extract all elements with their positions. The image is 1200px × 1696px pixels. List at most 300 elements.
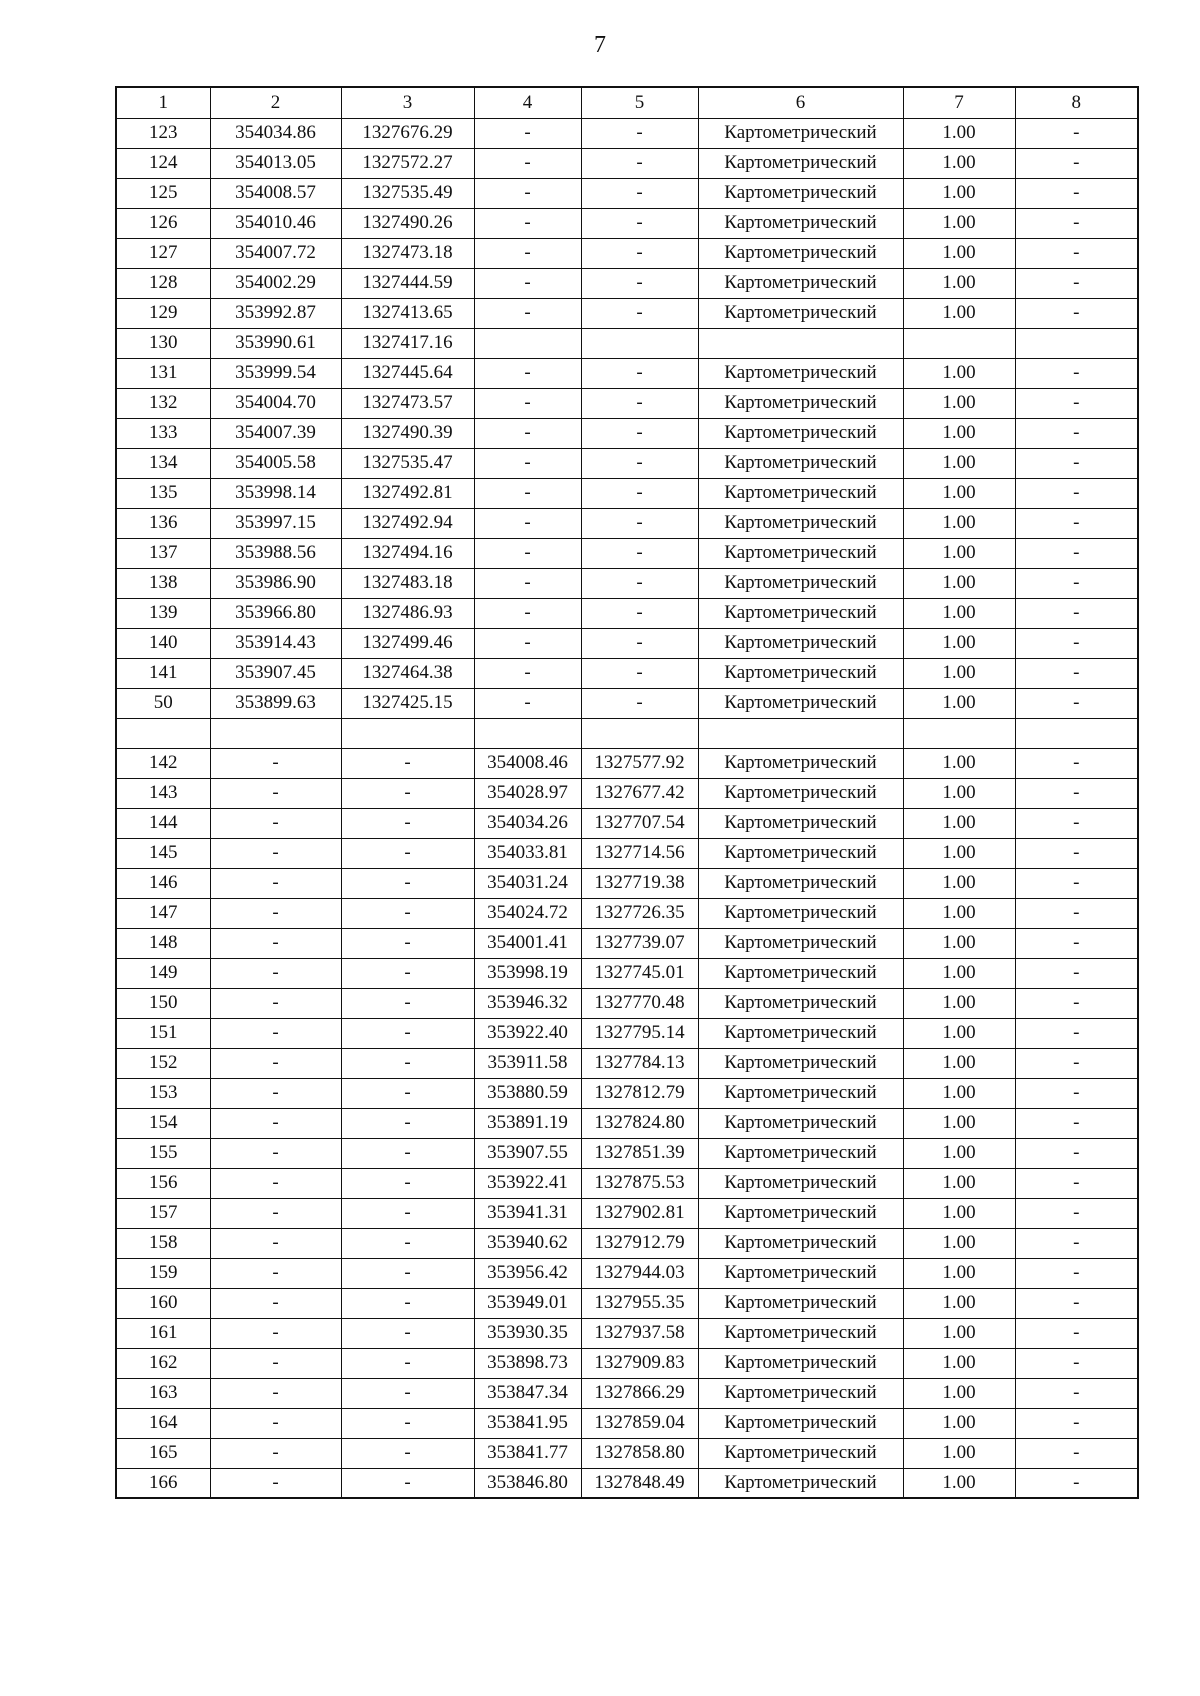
cell-point-number: 137	[116, 538, 210, 568]
cell-x-coord: -	[210, 1078, 341, 1108]
cell-point-number: 150	[116, 988, 210, 1018]
cell-method: Картометрический	[698, 598, 903, 628]
cell-x-coord-new: -	[474, 388, 581, 418]
cell-y-coord-new: 1327875.53	[581, 1168, 698, 1198]
table-row	[116, 208, 1138, 238]
table-row	[116, 868, 1138, 898]
cell-point-number: 136	[116, 508, 210, 538]
cell-y-coord-new: -	[581, 388, 698, 418]
cell-x-coord-new: 353949.01	[474, 1288, 581, 1318]
cell-y-coord: -	[341, 838, 474, 868]
cell-description: -	[1015, 748, 1138, 778]
cell-x-coord-new: -	[474, 178, 581, 208]
cell-y-coord: -	[341, 778, 474, 808]
cell-description: -	[1015, 808, 1138, 838]
cell-method: Картометрический	[698, 268, 903, 298]
cell-y-coord: -	[341, 1318, 474, 1348]
header-cell-8: 8	[1015, 87, 1138, 118]
cell-description: -	[1015, 478, 1138, 508]
cell-accuracy: 1.00	[903, 1078, 1015, 1108]
cell-description: -	[1015, 958, 1138, 988]
cell-y-coord-new: -	[581, 688, 698, 718]
cell-accuracy	[903, 718, 1015, 748]
cell-y-coord-new: 1327770.48	[581, 988, 698, 1018]
cell-accuracy: 1.00	[903, 1408, 1015, 1438]
cell-method: Картометрический	[698, 628, 903, 658]
cell-x-coord: 353999.54	[210, 358, 341, 388]
cell-y-coord: -	[341, 1378, 474, 1408]
cell-x-coord-new: -	[474, 418, 581, 448]
cell-y-coord-new: -	[581, 448, 698, 478]
cell-point-number: 165	[116, 1438, 210, 1468]
cell-accuracy: 1.00	[903, 268, 1015, 298]
cell-x-coord: 354007.72	[210, 238, 341, 268]
cell-point-number: 142	[116, 748, 210, 778]
cell-y-coord: 1327490.26	[341, 208, 474, 238]
cell-method: Картометрический	[698, 1348, 903, 1378]
cell-method: Картометрический	[698, 148, 903, 178]
cell-point-number: 133	[116, 418, 210, 448]
cell-y-coord: 1327572.27	[341, 148, 474, 178]
table-row	[116, 898, 1138, 928]
cell-x-coord-new: -	[474, 478, 581, 508]
cell-point-number: 130	[116, 328, 210, 358]
cell-x-coord-new: 353907.55	[474, 1138, 581, 1168]
cell-y-coord: -	[341, 1288, 474, 1318]
cell-x-coord: -	[210, 1168, 341, 1198]
cell-x-coord-new	[474, 328, 581, 358]
cell-y-coord: 1327413.65	[341, 298, 474, 328]
cell-y-coord: -	[341, 898, 474, 928]
cell-point-number: 124	[116, 148, 210, 178]
table-row	[116, 1018, 1138, 1048]
cell-method: Картометрический	[698, 1408, 903, 1438]
cell-x-coord: -	[210, 1408, 341, 1438]
cell-y-coord-new: -	[581, 178, 698, 208]
header-cell-6: 6	[698, 87, 903, 118]
table-row	[116, 808, 1138, 838]
table-row	[116, 178, 1138, 208]
cell-point-number: 157	[116, 1198, 210, 1228]
cell-x-coord-new: 354024.72	[474, 898, 581, 928]
cell-x-coord: -	[210, 1468, 341, 1498]
cell-point-number: 128	[116, 268, 210, 298]
cell-x-coord: -	[210, 1318, 341, 1348]
cell-description: -	[1015, 1378, 1138, 1408]
cell-point-number: 149	[116, 958, 210, 988]
cell-y-coord: 1327473.57	[341, 388, 474, 418]
cell-point-number: 164	[116, 1408, 210, 1438]
cell-y-coord: 1327445.64	[341, 358, 474, 388]
cell-point-number: 144	[116, 808, 210, 838]
cell-y-coord-new: -	[581, 628, 698, 658]
table-row	[116, 238, 1138, 268]
cell-description: -	[1015, 1198, 1138, 1228]
cell-description: -	[1015, 1168, 1138, 1198]
cell-point-number: 141	[116, 658, 210, 688]
cell-method: Картометрический	[698, 538, 903, 568]
cell-y-coord-new: -	[581, 118, 698, 148]
cell-accuracy: 1.00	[903, 388, 1015, 418]
cell-description: -	[1015, 1048, 1138, 1078]
cell-method: Картометрический	[698, 1078, 903, 1108]
cell-accuracy: 1.00	[903, 598, 1015, 628]
cell-method: Картометрический	[698, 688, 903, 718]
cell-y-coord-new: -	[581, 148, 698, 178]
cell-x-coord: 353966.80	[210, 598, 341, 628]
table-row	[116, 118, 1138, 148]
table-row	[116, 1348, 1138, 1378]
cell-y-coord: 1327490.39	[341, 418, 474, 448]
cell-x-coord-new: 354008.46	[474, 748, 581, 778]
cell-x-coord-new: -	[474, 598, 581, 628]
cell-description: -	[1015, 1018, 1138, 1048]
cell-point-number: 123	[116, 118, 210, 148]
cell-point-number: 151	[116, 1018, 210, 1048]
cell-method: Картометрический	[698, 898, 903, 928]
table-row	[116, 718, 1138, 748]
cell-method: Картометрический	[698, 928, 903, 958]
cell-x-coord: -	[210, 1138, 341, 1168]
table-row	[116, 1468, 1138, 1498]
cell-description: -	[1015, 1438, 1138, 1468]
cell-description: -	[1015, 898, 1138, 928]
cell-y-coord: 1327473.18	[341, 238, 474, 268]
cell-accuracy: 1.00	[903, 1348, 1015, 1378]
cell-y-coord-new: -	[581, 268, 698, 298]
cell-x-coord: -	[210, 748, 341, 778]
cell-y-coord: -	[341, 1198, 474, 1228]
cell-method: Картометрический	[698, 988, 903, 1018]
cell-accuracy: 1.00	[903, 658, 1015, 688]
table-row	[116, 958, 1138, 988]
cell-x-coord: 353990.61	[210, 328, 341, 358]
cell-y-coord-new: 1327812.79	[581, 1078, 698, 1108]
table-row	[116, 148, 1138, 178]
cell-point-number	[116, 718, 210, 748]
cell-y-coord: 1327444.59	[341, 268, 474, 298]
cell-description: -	[1015, 628, 1138, 658]
cell-x-coord: -	[210, 808, 341, 838]
cell-accuracy: 1.00	[903, 628, 1015, 658]
cell-accuracy: 1.00	[903, 178, 1015, 208]
cell-method: Картометрический	[698, 388, 903, 418]
cell-point-number: 143	[116, 778, 210, 808]
cell-point-number: 152	[116, 1048, 210, 1078]
cell-x-coord-new: 354028.97	[474, 778, 581, 808]
cell-y-coord: -	[341, 1138, 474, 1168]
cell-accuracy: 1.00	[903, 958, 1015, 988]
cell-point-number: 127	[116, 238, 210, 268]
cell-description: -	[1015, 538, 1138, 568]
header-cell-1: 1	[116, 87, 210, 118]
cell-method: Картометрический	[698, 868, 903, 898]
cell-method: Картометрический	[698, 298, 903, 328]
cell-accuracy: 1.00	[903, 1198, 1015, 1228]
cell-method: Картометрический	[698, 1378, 903, 1408]
table-row	[116, 1198, 1138, 1228]
cell-x-coord-new: 353956.42	[474, 1258, 581, 1288]
cell-point-number: 138	[116, 568, 210, 598]
cell-y-coord: 1327417.16	[341, 328, 474, 358]
cell-x-coord: -	[210, 1198, 341, 1228]
cell-point-number: 146	[116, 868, 210, 898]
cell-description: -	[1015, 1288, 1138, 1318]
cell-y-coord: -	[341, 748, 474, 778]
cell-method: Картометрический	[698, 778, 903, 808]
cell-x-coord: 354002.29	[210, 268, 341, 298]
cell-y-coord-new: 1327955.35	[581, 1288, 698, 1318]
cell-description: -	[1015, 298, 1138, 328]
cell-description: -	[1015, 388, 1138, 418]
table-row	[116, 928, 1138, 958]
cell-accuracy: 1.00	[903, 1228, 1015, 1258]
cell-point-number: 166	[116, 1468, 210, 1498]
cell-y-coord-new: 1327719.38	[581, 868, 698, 898]
cell-point-number: 158	[116, 1228, 210, 1258]
cell-accuracy: 1.00	[903, 1108, 1015, 1138]
cell-x-coord: 353988.56	[210, 538, 341, 568]
cell-point-number: 148	[116, 928, 210, 958]
cell-accuracy: 1.00	[903, 1468, 1015, 1498]
cell-x-coord-new: -	[474, 268, 581, 298]
table-row	[116, 658, 1138, 688]
cell-description: -	[1015, 658, 1138, 688]
cell-description: -	[1015, 1348, 1138, 1378]
cell-method: Картометрический	[698, 208, 903, 238]
cell-method: Картометрический	[698, 748, 903, 778]
cell-x-coord: 354010.46	[210, 208, 341, 238]
cell-y-coord-new: -	[581, 538, 698, 568]
cell-y-coord: 1327425.15	[341, 688, 474, 718]
cell-method: Картометрический	[698, 1138, 903, 1168]
cell-y-coord-new: 1327824.80	[581, 1108, 698, 1138]
table-row	[116, 688, 1138, 718]
cell-accuracy: 1.00	[903, 868, 1015, 898]
table-row	[116, 988, 1138, 1018]
cell-accuracy: 1.00	[903, 568, 1015, 598]
cell-accuracy: 1.00	[903, 988, 1015, 1018]
cell-description: -	[1015, 838, 1138, 868]
cell-method: Картометрический	[698, 118, 903, 148]
cell-method: Картометрический	[698, 418, 903, 448]
cell-x-coord-new: 353880.59	[474, 1078, 581, 1108]
cell-x-coord: 354004.70	[210, 388, 341, 418]
table-row	[116, 1048, 1138, 1078]
table-row	[116, 388, 1138, 418]
cell-y-coord-new: 1327795.14	[581, 1018, 698, 1048]
cell-y-coord: 1327492.94	[341, 508, 474, 538]
cell-x-coord-new: 354001.41	[474, 928, 581, 958]
cell-point-number: 155	[116, 1138, 210, 1168]
cell-y-coord-new: 1327858.80	[581, 1438, 698, 1468]
cell-method: Картометрический	[698, 1018, 903, 1048]
cell-x-coord: -	[210, 988, 341, 1018]
cell-description: -	[1015, 508, 1138, 538]
header-cell-7: 7	[903, 87, 1015, 118]
cell-method	[698, 328, 903, 358]
cell-x-coord: -	[210, 1378, 341, 1408]
cell-x-coord-new: 354031.24	[474, 868, 581, 898]
cell-point-number: 139	[116, 598, 210, 628]
cell-y-coord: 1327486.93	[341, 598, 474, 628]
table-row	[116, 1108, 1138, 1138]
cell-method: Картометрический	[698, 1228, 903, 1258]
cell-description	[1015, 328, 1138, 358]
cell-accuracy: 1.00	[903, 358, 1015, 388]
header-cell-2: 2	[210, 87, 341, 118]
cell-description: -	[1015, 778, 1138, 808]
cell-x-coord: 354013.05	[210, 148, 341, 178]
cell-accuracy: 1.00	[903, 1168, 1015, 1198]
cell-y-coord: -	[341, 988, 474, 1018]
cell-method: Картометрический	[698, 838, 903, 868]
table-row	[116, 358, 1138, 388]
cell-x-coord-new: -	[474, 658, 581, 688]
cell-point-number: 153	[116, 1078, 210, 1108]
cell-accuracy: 1.00	[903, 778, 1015, 808]
cell-x-coord-new: -	[474, 238, 581, 268]
cell-accuracy	[903, 328, 1015, 358]
cell-description: -	[1015, 928, 1138, 958]
cell-y-coord-new: 1327859.04	[581, 1408, 698, 1438]
table-row	[116, 418, 1138, 448]
cell-x-coord: -	[210, 778, 341, 808]
cell-description: -	[1015, 688, 1138, 718]
cell-method: Картометрический	[698, 958, 903, 988]
table-row	[116, 1438, 1138, 1468]
cell-x-coord: 353914.43	[210, 628, 341, 658]
cell-x-coord: 353998.14	[210, 478, 341, 508]
cell-y-coord-new: -	[581, 208, 698, 238]
cell-method: Картометрический	[698, 658, 903, 688]
page-number: 7	[594, 32, 606, 58]
cell-x-coord-new: -	[474, 298, 581, 328]
cell-accuracy: 1.00	[903, 838, 1015, 868]
cell-x-coord-new: 353922.40	[474, 1018, 581, 1048]
cell-x-coord-new: 353898.73	[474, 1348, 581, 1378]
cell-y-coord-new: -	[581, 358, 698, 388]
cell-y-coord: -	[341, 928, 474, 958]
cell-y-coord: 1327676.29	[341, 118, 474, 148]
cell-method: Картометрический	[698, 1168, 903, 1198]
cell-description: -	[1015, 1108, 1138, 1138]
cell-accuracy: 1.00	[903, 118, 1015, 148]
cell-method: Картометрический	[698, 808, 903, 838]
cell-y-coord: 1327535.49	[341, 178, 474, 208]
cell-accuracy: 1.00	[903, 928, 1015, 958]
cell-x-coord-new: -	[474, 118, 581, 148]
cell-y-coord: 1327499.46	[341, 628, 474, 658]
cell-x-coord-new: 353841.95	[474, 1408, 581, 1438]
cell-x-coord-new: 353847.34	[474, 1378, 581, 1408]
cell-point-number: 131	[116, 358, 210, 388]
cell-description: -	[1015, 238, 1138, 268]
cell-accuracy: 1.00	[903, 418, 1015, 448]
cell-x-coord: 354034.86	[210, 118, 341, 148]
cell-y-coord: -	[341, 1018, 474, 1048]
cell-accuracy: 1.00	[903, 508, 1015, 538]
cell-x-coord-new: 353891.19	[474, 1108, 581, 1138]
cell-x-coord-new: -	[474, 508, 581, 538]
cell-accuracy: 1.00	[903, 1048, 1015, 1078]
cell-y-coord-new: 1327784.13	[581, 1048, 698, 1078]
cell-description: -	[1015, 208, 1138, 238]
table-row	[116, 1228, 1138, 1258]
table-row	[116, 1138, 1138, 1168]
cell-y-coord-new: 1327848.49	[581, 1468, 698, 1498]
cell-y-coord: -	[341, 1078, 474, 1108]
header-cell-3: 3	[341, 87, 474, 118]
cell-y-coord-new: 1327707.54	[581, 808, 698, 838]
cell-y-coord-new: 1327677.42	[581, 778, 698, 808]
cell-y-coord: -	[341, 1348, 474, 1378]
table-row	[116, 1168, 1138, 1198]
table-row	[116, 1318, 1138, 1348]
cell-x-coord-new: 353922.41	[474, 1168, 581, 1198]
cell-point-number: 134	[116, 448, 210, 478]
cell-x-coord	[210, 718, 341, 748]
table-row	[116, 448, 1138, 478]
cell-y-coord-new: 1327739.07	[581, 928, 698, 958]
cell-method: Картометрический	[698, 238, 903, 268]
cell-description: -	[1015, 1138, 1138, 1168]
cell-method: Картометрический	[698, 508, 903, 538]
cell-accuracy: 1.00	[903, 1378, 1015, 1408]
cell-y-coord: 1327492.81	[341, 478, 474, 508]
header-cell-4: 4	[474, 87, 581, 118]
cell-y-coord: -	[341, 1048, 474, 1078]
cell-point-number: 132	[116, 388, 210, 418]
table-row	[116, 298, 1138, 328]
cell-point-number: 125	[116, 178, 210, 208]
cell-y-coord: -	[341, 808, 474, 838]
cell-y-coord: -	[341, 1168, 474, 1198]
cell-accuracy: 1.00	[903, 808, 1015, 838]
cell-y-coord-new: -	[581, 478, 698, 508]
cell-description: -	[1015, 1228, 1138, 1258]
cell-accuracy: 1.00	[903, 1138, 1015, 1168]
cell-x-coord: 354007.39	[210, 418, 341, 448]
cell-x-coord: -	[210, 928, 341, 958]
cell-x-coord-new	[474, 718, 581, 748]
cell-point-number: 50	[116, 688, 210, 718]
table-row	[116, 1378, 1138, 1408]
table-row	[116, 1288, 1138, 1318]
cell-x-coord: 353986.90	[210, 568, 341, 598]
cell-x-coord: 353997.15	[210, 508, 341, 538]
table-row	[116, 1258, 1138, 1288]
cell-x-coord-new: -	[474, 568, 581, 598]
cell-x-coord-new: -	[474, 208, 581, 238]
cell-point-number: 160	[116, 1288, 210, 1318]
cell-method: Картометрический	[698, 1048, 903, 1078]
table-row	[116, 538, 1138, 568]
cell-accuracy: 1.00	[903, 688, 1015, 718]
cell-y-coord: -	[341, 868, 474, 898]
cell-x-coord: -	[210, 868, 341, 898]
cell-x-coord-new: -	[474, 538, 581, 568]
cell-description: -	[1015, 1408, 1138, 1438]
cell-method: Картометрический	[698, 568, 903, 598]
table-row	[116, 778, 1138, 808]
cell-accuracy: 1.00	[903, 538, 1015, 568]
cell-x-coord-new: 354033.81	[474, 838, 581, 868]
cell-y-coord-new: 1327944.03	[581, 1258, 698, 1288]
cell-point-number: 145	[116, 838, 210, 868]
cell-y-coord-new: -	[581, 658, 698, 688]
cell-point-number: 156	[116, 1168, 210, 1198]
